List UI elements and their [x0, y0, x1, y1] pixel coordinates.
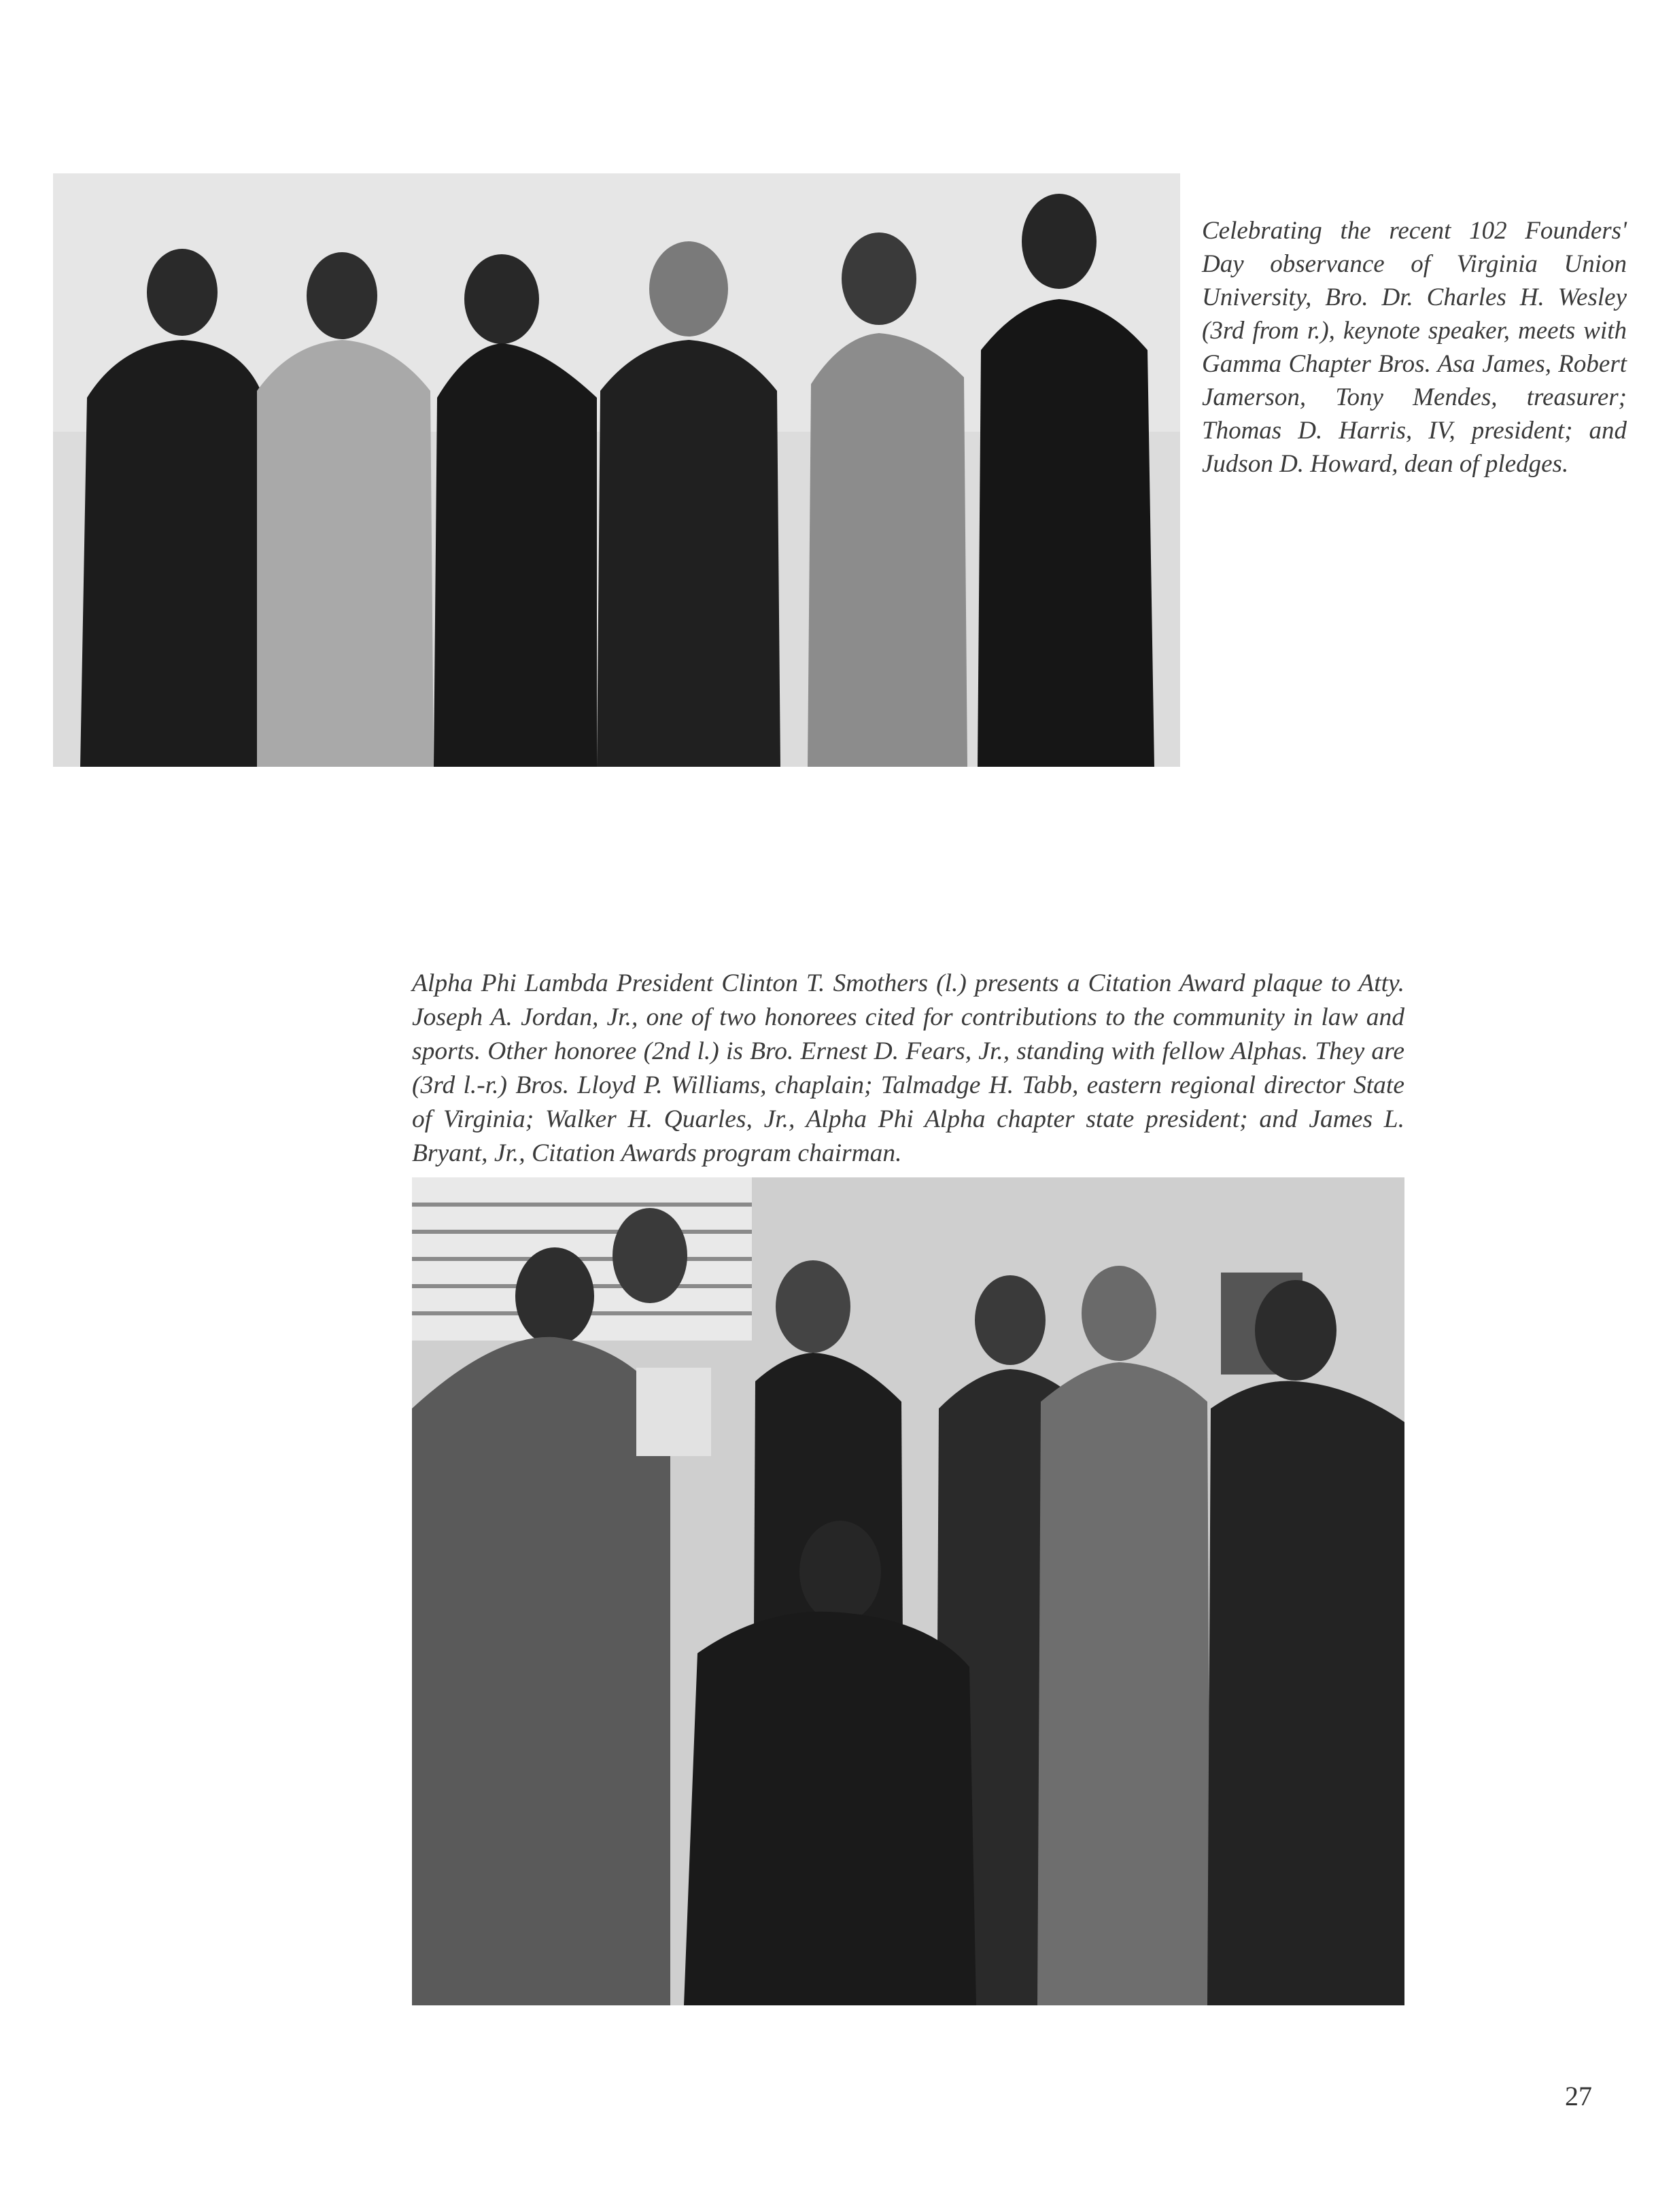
photo-citation-award-group-image — [412, 1177, 1404, 2005]
page-number: 27 — [1565, 2081, 1592, 2111]
caption-founders-day: Celebrating the recent 102 Founders' Day observance of Virginia Union University, Bro. Dr. Charles H. Wesley (3rd from r.), keynote speaker, meets with Gamma Chapter Bros. Asa James, Robert Jamerson, Tony Mendes, treasurer; Thomas D. Harris, IV, president; and Judson D. Howard, dean of pledges. — [1202, 217, 1627, 478]
photo-citation-award-group — [412, 1177, 1404, 2005]
caption-citation-award: Alpha Phi Lambda President Clinton T. Smothers (l.) presents a Citation Award plaque to Atty. Joseph A. Jordan, Jr., one of two honorees cited for contributions to the community in law and sports. Other honoree (2nd l.) is Bro. Ernest D. Fears, Jr., standing with fellow Alphas. They are (3rd l.-r.) Bros. Lloyd P. Williams, chaplain; Talmadge H. Tabb, eastern regional director State of Virginia; Walker H. Quarles, Jr., Alpha Phi Alpha chapter state president; and James L. Bryant, Jr., Citation Awards program chairman. — [412, 969, 1404, 1167]
photo-founders-day-group-image — [53, 173, 1180, 767]
photo-founders-day-group — [53, 173, 1180, 767]
